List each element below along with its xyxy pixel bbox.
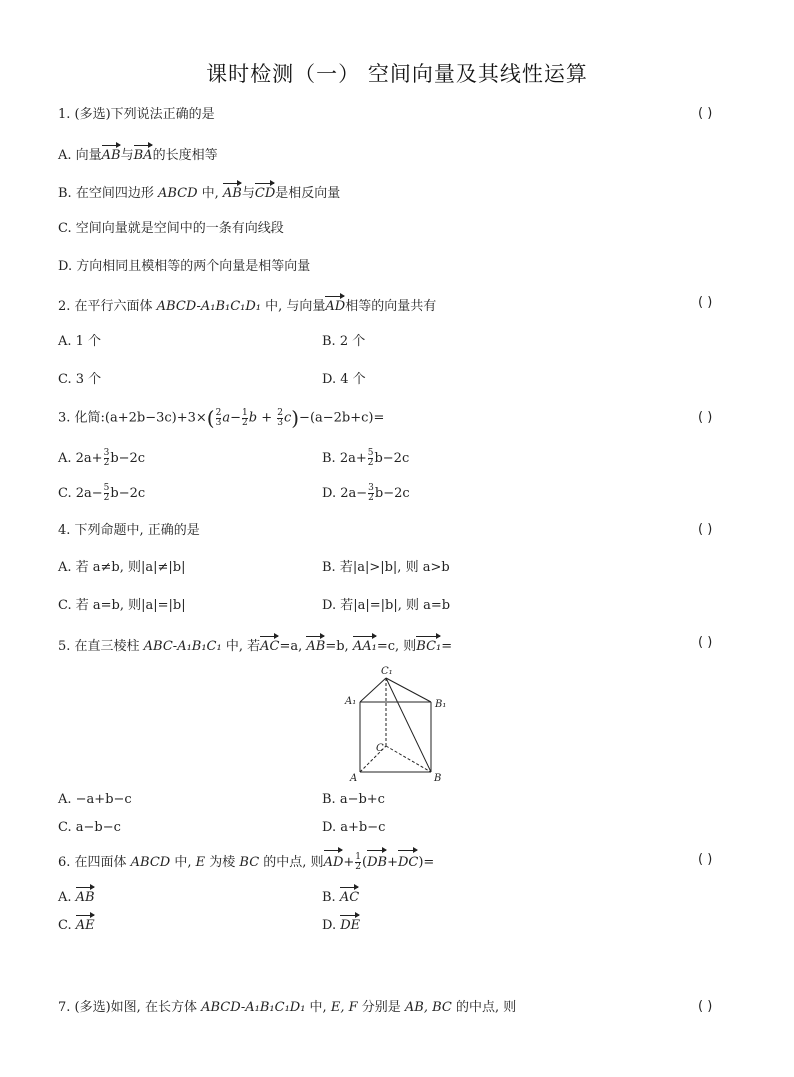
q6-option-a: A. AB [58,886,95,907]
q1-option-d: D. 方向相同且模相等的两个向量是相等向量 [58,259,311,274]
answer-paren-q2: ( ) [698,295,713,310]
question-5-stem: 5. 在直三棱柱 ABC-A₁B₁C₁ 中, 若AC=a, AB=b, AA₁=c, 则BC₁= [58,635,452,656]
q6-option-c: C. AE [58,914,95,935]
answer-paren-q3: ( ) [698,410,713,425]
q1-option-c: C. 空间向量就是空间中的一条有向线段 [58,221,284,236]
page-title: 课时检测（一） 空间向量及其线性运算 [206,62,588,86]
answer-paren-q4: ( ) [698,522,713,537]
label-B: B [434,773,442,784]
q5-option-b: B. a−b+c [322,792,385,807]
q5-option-c: C. a−b−c [58,820,121,835]
q3-option-c: C. 2a− $\frac{5}{2}$ b−2c [58,483,146,503]
answer-paren-q6: ( ) [698,852,713,867]
q4-option-d: D. 若|a|=|b|, 则 a=b [322,598,451,613]
q6-option-d: D. DE [322,914,360,935]
question-4-stem: 4. 下列命题中, 正确的是 [58,523,200,538]
label-B1: B₁ [435,699,447,710]
question-2-stem: 2. 在平行六面体 ABCD-A₁B₁C₁D₁ 中, 与向量AD相等的向量共有 [58,295,436,316]
label-C: C [376,743,384,754]
answer-paren-q1: ( ) [698,106,713,121]
question-7-stem: 7. (多选)如图, 在长方体 ABCD-A₁B₁C₁D₁ 中, E, F 分别是 AB, BC 的中点, 则 [58,1000,517,1015]
q1-option-a: A. 向量AB与BA的长度相等 [58,144,218,165]
answer-paren-q7: ( ) [698,999,713,1014]
question-6-stem: 6. 在四面体 ABCD 中, E 为棱 BC 的中点, 则AD+ $\frac{1}{2}$ (DB+DC)= [58,849,434,874]
q2-option-c: C. 3 个 [58,372,102,387]
answer-paren-q5: ( ) [698,635,713,650]
q4-option-b: B. 若|a|>|b|, 则 a>b [322,560,450,575]
q1-option-b: B. 在空间四边形 ABCD 中, AB与CD是相反向量 [58,182,340,203]
q5-option-a: A. −a+b−c [58,792,132,807]
q4-option-a: A. 若 a≠b, 则|a|≠|b| [58,560,186,575]
label-A1: A₁ [345,696,357,707]
q5-option-d: D. a+b−c [322,820,386,835]
q2-option-a: A. 1 个 [58,334,102,349]
q3-option-b: B. 2a+ $\frac{5}{2}$ b−2c [322,448,410,468]
label-A: A [350,773,358,784]
q2-option-d: D. 4 个 [322,372,366,387]
q3-option-d: D. 2a− $\frac{3}{2}$ b−2c [322,483,410,503]
prism-figure [342,664,472,784]
q3-option-a: A. 2a+ $\frac{3}{2}$ b−2c [58,448,146,468]
question-1-stem: 1. (多选)下列说法正确的是 [58,107,215,122]
q6-option-b: B. AC [322,886,359,907]
question-3-stem: 3. 化简:(a+2b−3c)+3×( $\frac{2}{3}$ a− $\frac{1}{2}$ b + $\frac{2}{3}$ c)−(a−2b+c)= [58,406,385,430]
label-C1: C₁ [381,666,393,677]
q2-option-b: B. 2 个 [322,334,366,349]
q4-option-c: C. 若 a=b, 则|a|=|b| [58,598,186,613]
